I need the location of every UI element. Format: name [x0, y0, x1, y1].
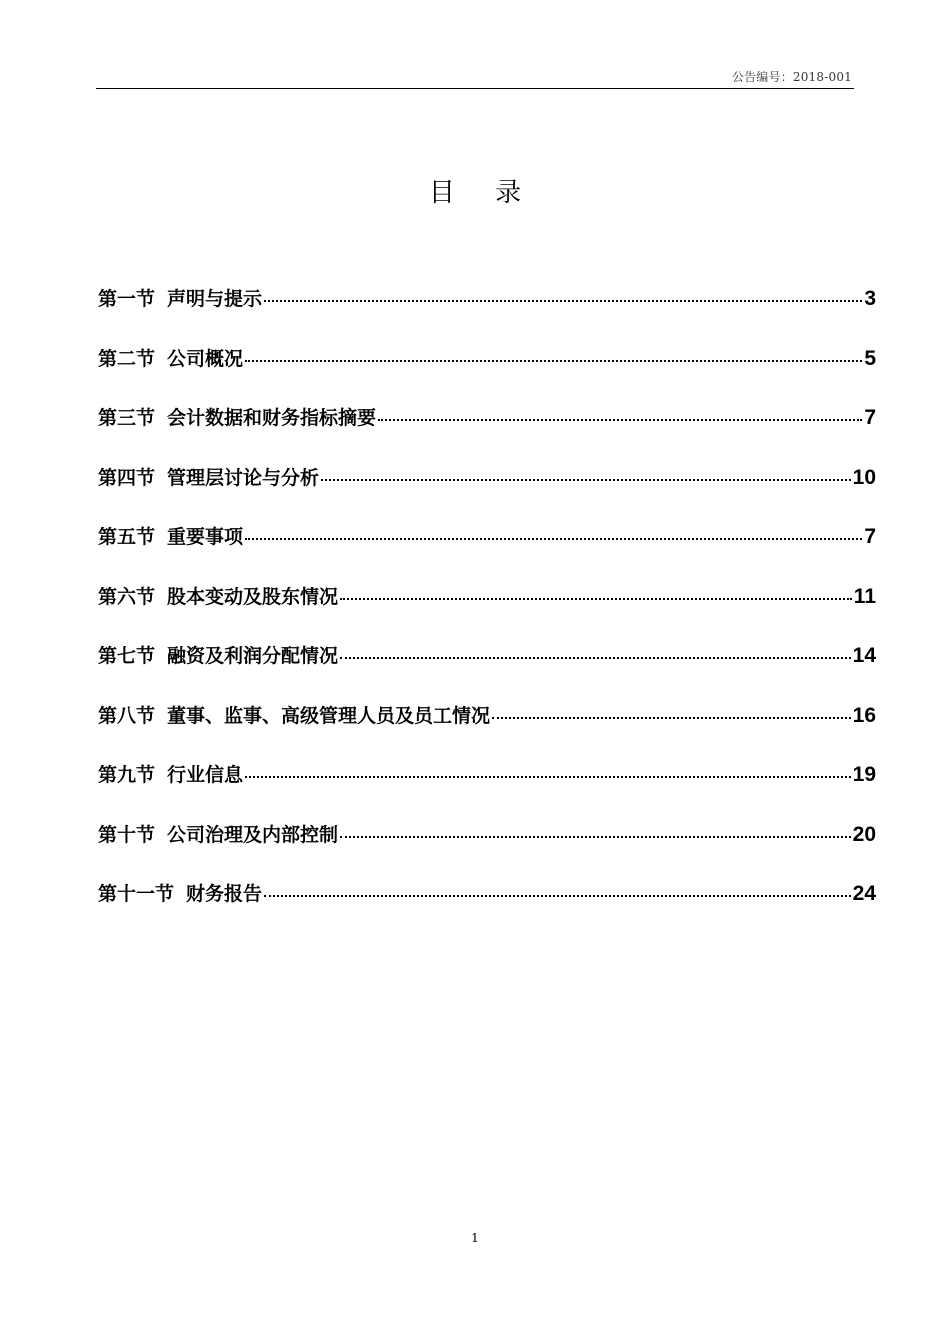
announcement-number: 公告编号：2018-001 — [731, 70, 852, 84]
page-header — [96, 66, 854, 89]
toc-entry-7[interactable] — [98, 641, 876, 701]
page-ref: 14 — [852, 644, 876, 667]
dot-leader — [340, 598, 852, 600]
dot-leader — [340, 657, 851, 659]
section-title: 重要事项 — [167, 526, 244, 548]
section-number: 第一节 — [98, 288, 156, 310]
section-title: 财务报告 — [186, 883, 263, 905]
section-number: 第三节 — [98, 407, 156, 429]
section-number: 第六节 — [98, 585, 156, 608]
section-title: 声明与提示 — [167, 288, 263, 310]
dot-leader — [492, 717, 851, 719]
page-ref: 7 — [864, 406, 876, 429]
toc-entry-3[interactable] — [98, 403, 876, 463]
section-number: 第九节 — [98, 764, 156, 786]
page-ref: 3 — [864, 287, 876, 310]
toc-entry-2[interactable] — [98, 344, 876, 404]
table-of-contents — [98, 284, 876, 939]
page-ref: 11 — [853, 584, 876, 608]
toc-entry-1[interactable] — [98, 284, 876, 344]
toc-entry-5[interactable] — [98, 522, 876, 582]
section-number: 第十节 — [98, 823, 156, 846]
section-title: 董事、监事、高级管理人员及员工情况 — [167, 704, 491, 727]
toc-entry-11[interactable] — [98, 879, 876, 939]
page-ref: 20 — [852, 822, 876, 846]
page-ref: 10 — [852, 465, 876, 489]
section-number: 第四节 — [98, 466, 156, 489]
dot-leader — [340, 836, 851, 838]
page-number: 1 — [471, 1231, 479, 1245]
section-number: 第五节 — [98, 526, 156, 548]
section-title: 股本变动及股东情况 — [167, 585, 339, 608]
section-title: 融资及利润分配情况 — [167, 645, 339, 667]
toc-entry-4[interactable] — [98, 463, 876, 523]
toc-entry-6[interactable] — [98, 582, 876, 642]
section-title: 行业信息 — [167, 764, 244, 786]
dot-leader — [245, 538, 862, 540]
section-title: 公司概况 — [167, 347, 244, 370]
dot-leader — [321, 479, 851, 481]
toc-entry-9[interactable] — [98, 760, 876, 820]
section-title: 公司治理及内部控制 — [167, 823, 339, 846]
page-ref: 24 — [852, 882, 876, 905]
page-ref: 5 — [864, 346, 876, 370]
toc-entry-10[interactable] — [98, 820, 876, 880]
toc-title: 目 录 — [428, 178, 538, 208]
dot-leader — [245, 776, 851, 778]
section-title: 管理层讨论与分析 — [167, 466, 320, 489]
section-number: 第八节 — [98, 704, 156, 727]
section-number: 第二节 — [98, 347, 156, 370]
dot-leader — [245, 360, 862, 362]
dot-leader — [378, 419, 862, 421]
toc-entry-8[interactable] — [98, 701, 876, 761]
section-number: 第十一节 — [98, 883, 175, 905]
section-title: 会计数据和财务指标摘要 — [167, 407, 377, 429]
page-ref: 7 — [864, 525, 876, 548]
page-ref: 19 — [852, 763, 876, 786]
page-ref: 16 — [852, 703, 876, 727]
dot-leader — [264, 895, 851, 897]
dot-leader — [264, 300, 862, 302]
section-number: 第七节 — [98, 645, 156, 667]
